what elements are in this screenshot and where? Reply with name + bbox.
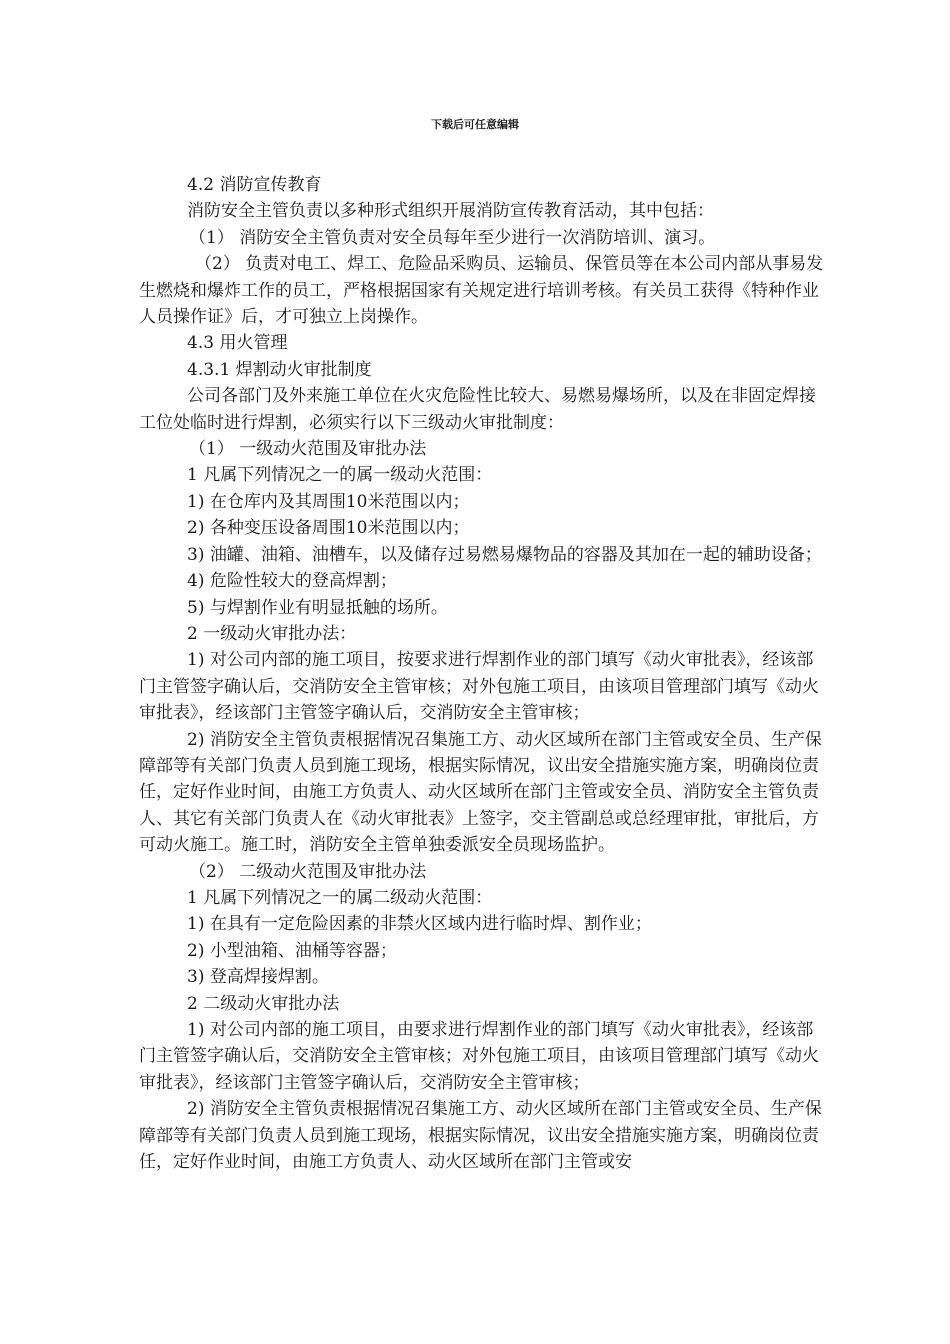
paragraph: （1） 一级动火范围及审批办法 [189,439,427,460]
paragraph: 消防安全主管负责以多种形式组织开展消防宣传教育活动，其中包括： [187,201,714,222]
paragraph: 4) 危险性较大的登高焊割； [187,571,397,592]
paragraph: 公司各部门及外来施工单位在火灾危险性比较大、易燃易爆场所，以及在非固定焊接工位处临时进行焊割，必须实行以下三级动火审批制度： [139,386,816,433]
paragraph: 1) 对公司内部的施工项目，由要求进行焊割作业的部门填写《动火审批表》，经该部门主管签字确认后，交消防安全主管审核；对外包施工项目，由该项目管理部门填写《动火审批表》，经该部门主管签字确认后，交消防安全主管审核； [139,1020,819,1093]
paragraph: 2) 消防安全主管负责根据情况召集施工方、动火区域所在部门主管或安全员、生产保障部等有关部门负责人员到施工现场，根据实际情况，议出安全措施实施方案，明确岗位责任，定好作业时间，由施工方负责人、动火区域所在部门主管或安全员、消防安全主管负责人、其它有关部门负责人在《动火审批表》上签字，交主管副总或总经理审批，审批后，方可动火施工。施工时，消防安全主管单独委派安全员现场监护。 [139,729,822,856]
page-header: 下载后可任意编辑 [431,118,519,131]
document-body [139,172,829,1175]
paragraph: 5) 与焊割作业有明显抵触的场所。 [187,597,448,618]
paragraph: 1) 在具有一定危险因素的非禁火区域内进行临时焊、割作业； [187,914,652,935]
paragraph: 2 一级动火审批办法： [187,623,357,644]
paragraph: （1） 消防安全主管负责对安全员每年至少进行一次消防培训、演习。 [189,227,716,248]
paragraph: 1 凡属下列情况之一的属一级动火范围： [187,465,493,486]
paragraph: 4.3.1 焊割动火审批制度 [187,359,372,380]
paragraph: 1) 对公司内部的施工项目，按要求进行焊割作业的部门填写《动火审批表》，经该部门主管签字确认后，交消防安全主管审核；对外包施工项目，由该项目管理部门填写《动火审批表》，经该部门主管签字确认后，交消防安全主管审核； [139,650,819,724]
paragraph: 2) 各种变压设备周围10米范围以内； [187,518,470,539]
paragraph: 2) 消防安全主管负责根据情况召集施工方、动火区域所在部门主管或安全员、生产保障部等有关部门负责人员到施工现场，根据实际情况，议出安全措施实施方案，明确岗位责任，定好作业时间，由施工方负责人、动火区域所在部门主管或安 [139,1099,822,1173]
paragraph: 4.2 消防宣传教育 [187,175,322,195]
paragraph: 1) 在仓库内及其周围10米范围以内； [187,491,470,512]
paragraph: 1 凡属下列情况之一的属二级动火范围： [187,887,493,908]
paragraph: 2) 小型油箱、油桶等容器； [187,940,397,961]
paragraph: 3) 油罐、油箱、油槽车，以及储存过易燃易爆物品的容器及其加在一起的辅助设备； [187,544,822,565]
paragraph: （2） 二级动火范围及审批办法 [189,861,427,882]
paragraph: 4.3 用火管理 [187,333,288,354]
paragraph: （2） 负责对电工、焊工、危险品采购员、运输员、保管员等在本公司内部从事易发生燃烧和爆炸工作的员工，严格根据国家有关规定进行培训考核。有关员工获得《特种作业人员操作证》后，才可独立上岗操作。 [139,254,824,328]
paragraph: 2 二级动火审批办法 [187,993,340,1014]
paragraph: 3) 登高焊接焊割。 [187,967,329,988]
